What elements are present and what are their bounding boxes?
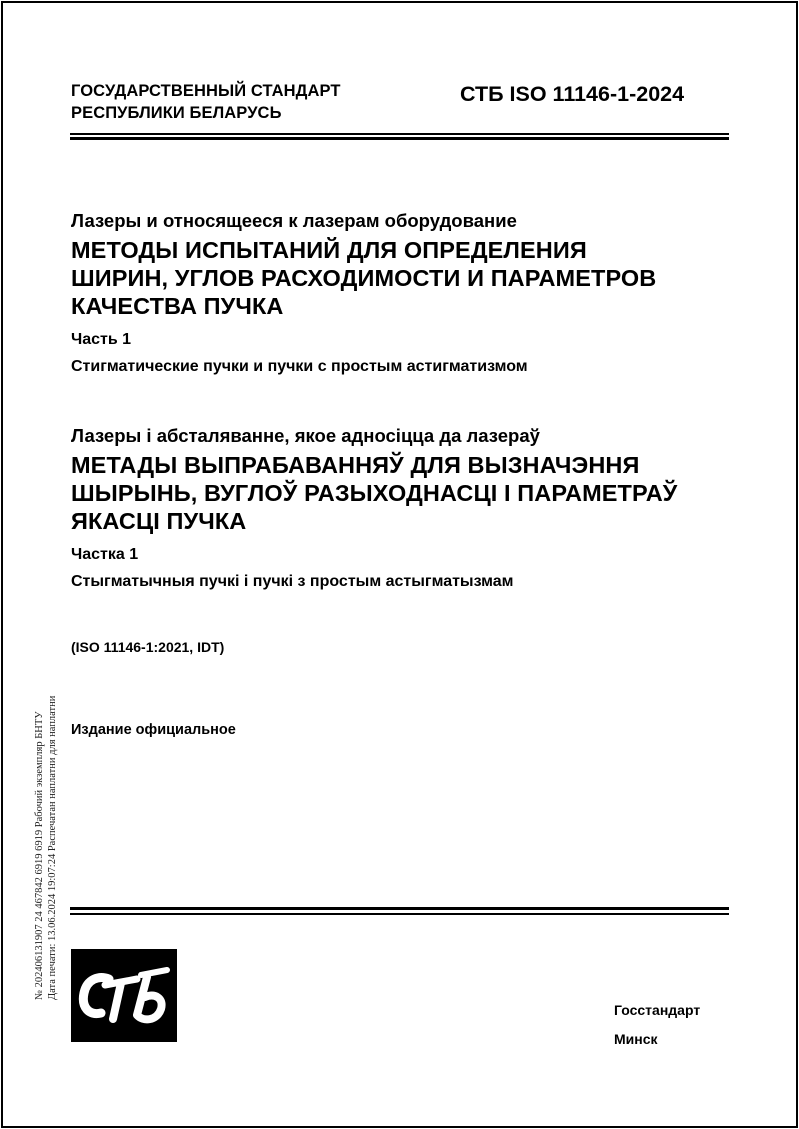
main-title-ru-line-1: МЕТОДЫ ИСПЫТАНИЙ ДЛЯ ОПРЕДЕЛЕНИЯ	[71, 237, 587, 263]
org-line-2: РЕСПУБЛИКИ БЕЛАРУСЬ	[71, 104, 282, 122]
publisher-block	[614, 1001, 700, 1048]
org-line-1: ГОСУДАРСТВЕННЫЙ СТАНДАРТ	[71, 82, 341, 100]
standard-org-heading	[71, 80, 341, 124]
footer-divider-thick	[70, 907, 729, 910]
main-title-ru-line-3: КАЧЕСТВА ПУЧКА	[71, 293, 284, 319]
header-divider-thin	[70, 133, 729, 135]
subtitle-ru: Лазеры и относящееся к лазерам оборудование	[71, 210, 517, 231]
header-divider-thick	[70, 137, 729, 140]
main-title-by	[71, 451, 731, 535]
watermark-line-2: Дата печати: 13.06.2024 19:07:24 Распечатан наплатни для наплатни	[47, 695, 58, 1000]
part-title-by: Стыгматычныя пучкі і пучкі з простым астыгматызмам	[71, 573, 514, 590]
edition-label: Издание официальное	[71, 722, 236, 738]
iso-reference: (ISO 11146-1:2021, IDT)	[71, 639, 225, 655]
main-title-ru-line-2: ШИРИН, УГЛОВ РАСХОДИМОСТИ И ПАРАМЕТРОВ	[71, 265, 657, 291]
publisher-city: Минск	[614, 1031, 658, 1047]
main-title-ru	[71, 236, 731, 320]
main-title-by-line-2: ШЫРЫНЬ, ВУГЛОЎ РАЗЫХОДНАСЦІ І ПАРАМЕТРАЎ	[71, 480, 678, 506]
stb-logo-mark-icon	[71, 949, 177, 1042]
print-watermark	[33, 550, 59, 1000]
stb-logo	[71, 949, 177, 1042]
watermark-line-1: № 202406131907 24 467842 6919 6919 Рабочий экземпляр БНТУ	[34, 711, 45, 1000]
subtitle-by: Лазеры і абсталяванне, якое адносіцца да лазераў	[71, 425, 540, 446]
part-title-ru: Стигматические пучки и пучки с простым астигматизмом	[71, 358, 528, 375]
title-block-by	[71, 424, 731, 592]
main-title-by-line-1: МЕТАДЫ ВЫПРАБАВАННЯЎ ДЛЯ ВЫЗНАЧЭННЯ	[71, 452, 640, 478]
part-number-by: Частка 1	[71, 546, 139, 563]
publisher-name: Госстандарт	[614, 1002, 701, 1018]
title-block-ru	[71, 209, 731, 377]
standard-code: СТБ ISO 11146-1-2024	[460, 82, 685, 106]
main-title-by-line-3: ЯКАСЦІ ПУЧКА	[71, 508, 247, 534]
part-number-ru: Часть 1	[71, 331, 132, 348]
footer-divider-thin	[70, 913, 729, 915]
